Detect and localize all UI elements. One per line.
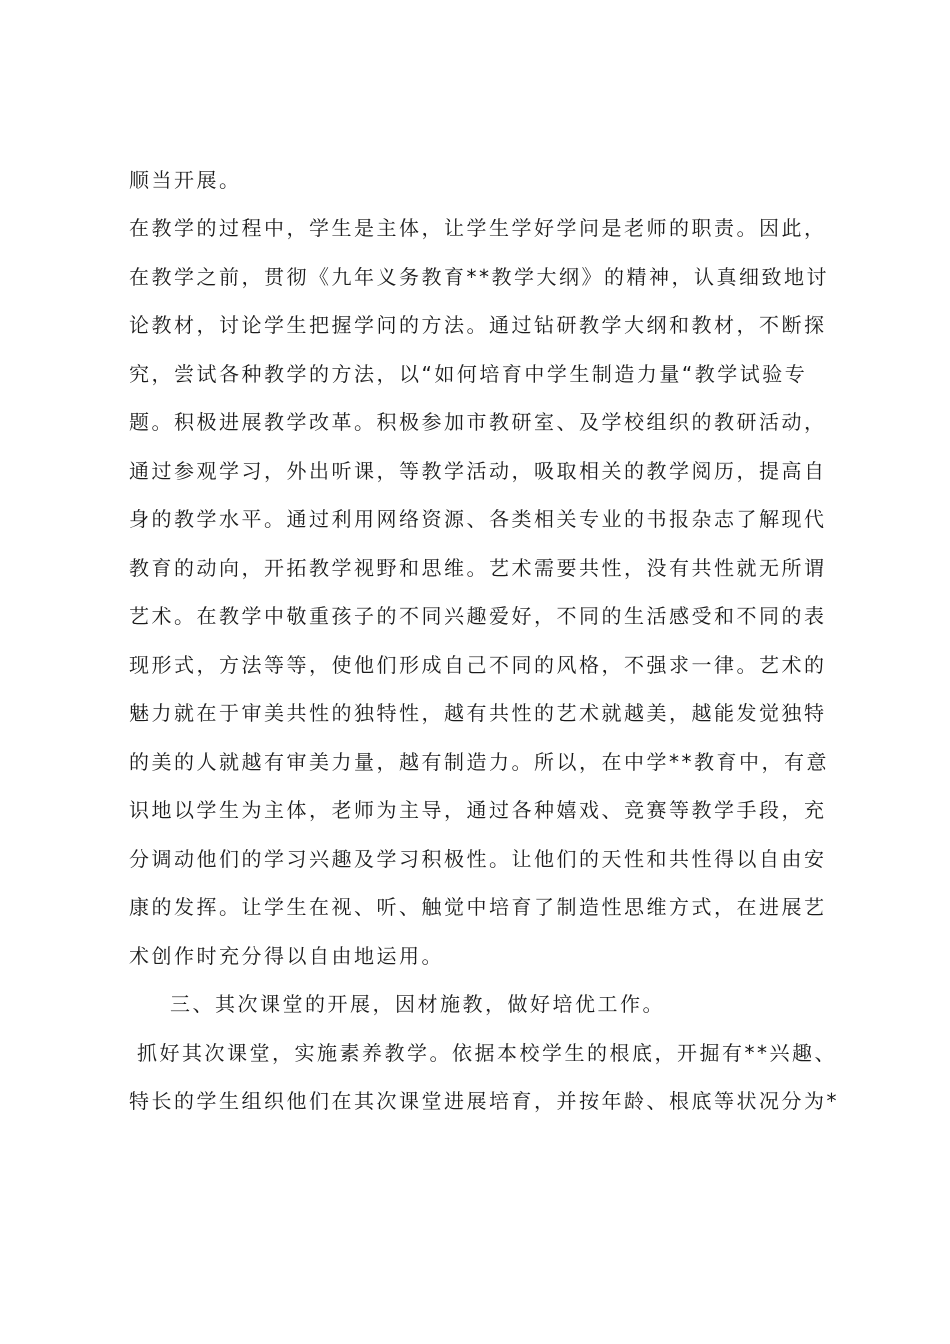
text-line: 的美的人就越有审美力量，越有制造力。所以，在中学**教育中，有意 [129, 750, 829, 774]
text-line: 术创作时充分得以自由地运用。 [129, 944, 444, 968]
text-line: 身的教学水平。通过利用网络资源、各类相关专业的书报杂志了解现代 [129, 507, 827, 531]
text-line: 在教学的过程中，学生是主体，让学生学好学问是老师的职责。因此， [129, 216, 827, 240]
text-line: 题。积极进展教学改革。积极参加市教研室、及学校组织的教研活动， [129, 410, 827, 434]
text-line: 魅力就在于审美共性的独特性，越有共性的艺术就越美，越能发觉独特 [129, 701, 827, 725]
text-line: 特长的学生组织他们在其次课堂进展培育，并按年龄、根底等状况分为* [129, 1089, 839, 1113]
text-line: 在教学之前，贯彻《九年义务教育**教学大纲》的精神，认真细致地讨 [129, 265, 829, 289]
text-line: 识地以学生为主体，老师为主导，通过各种嬉戏、竞赛等教学手段，充 [129, 798, 827, 822]
section-heading: 三、其次课堂的开展，因材施教，做好培优工作。 [170, 992, 665, 1016]
text-line: 通过参观学习，外出听课，等教学活动，吸取相关的教学阅历，提高自 [129, 459, 827, 483]
text-line: 抓好其次课堂，实施素养教学。依据本校学生的根底，开掘有**兴趣、 [137, 1041, 837, 1065]
text-line: 顺当开展。 [129, 168, 242, 192]
text-line: 艺术。在教学中敬重孩子的不同兴趣爱好，不同的生活感受和不同的表 [129, 604, 827, 628]
text-line: 论教材，讨论学生把握学问的方法。通过钻研教学大纲和教材，不断探 [129, 313, 827, 337]
text-line: 康的发挥。让学生在视、听、触觉中培育了制造性思维方式，在进展艺 [129, 895, 827, 919]
text-line: 究，尝试各种教学的方法，以“如何培育中学生制造力量“教学试验专 [129, 362, 808, 386]
text-line: 教育的动向，开拓教学视野和思维。艺术需要共性，没有共性就无所谓 [129, 556, 827, 580]
text-line: 现形式，方法等等，使他们形成自己不同的风格，不强求一律。艺术的 [129, 653, 827, 677]
text-line: 分调动他们的学习兴趣及学习积极性。让他们的天性和共性得以自由安 [129, 847, 827, 871]
